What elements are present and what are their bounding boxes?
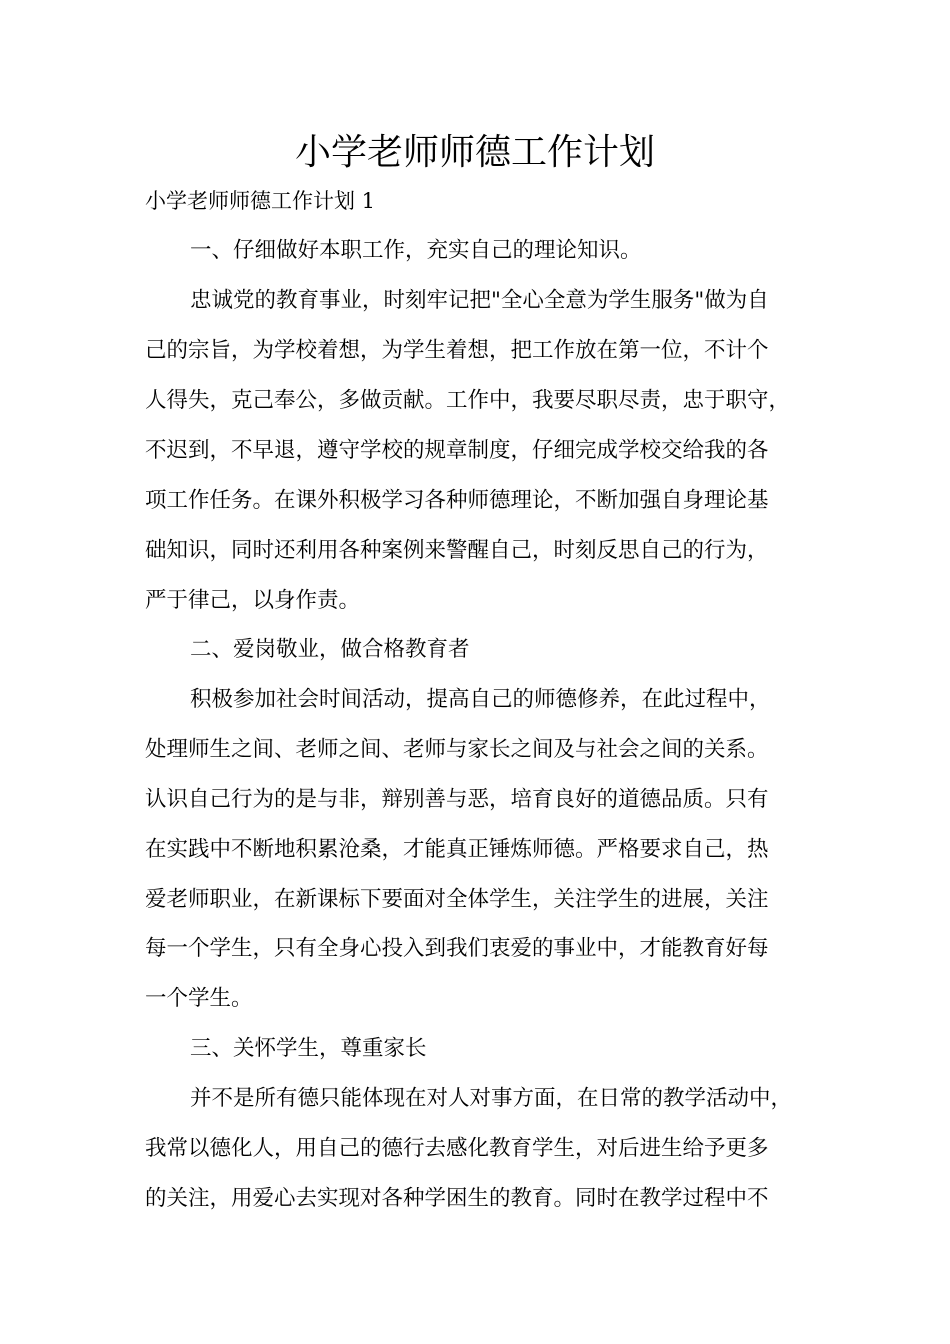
paragraph-1-line-1: 忠诚党的教育事业，时刻牢记把"全心全意为学生服务"做为自 [190,288,769,313]
paragraph-2-line-6: 每一个学生，只有全身心投入到我们衷爱的事业中，才能教育好每 [145,936,769,961]
document-title: 小学老师师德工作计划 [294,132,655,173]
paragraph-1-line-7: 严于律己，以身作责。 [145,588,361,613]
paragraph-2-line-2: 处理师生之间、老师之间、老师与家长之间及与社会之间的关系。 [145,737,769,762]
paragraph-1-line-2: 己的宗旨，为学校着想，为学生着想，把工作放在第一位，不计个 [145,338,769,363]
paragraph-2-line-3: 认识自己行为的是与非，辩别善与恶，培育良好的道德品质。只有 [145,787,769,812]
paragraph-2-line-7: 一个学生。 [145,986,253,1011]
paragraph-1-line-4: 不迟到，不早退，遵守学校的规章制度，仔细完成学校交给我的各 [145,438,769,463]
paragraph-2-line-4: 在实践中不断地积累沧桑，才能真正锤炼师德。严格要求自己，热 [145,837,769,862]
paragraph-2-line-1: 积极参加社会时间活动，提高自己的师德修养，在此过程中， [190,687,771,712]
paragraph-1-line-5: 项工作任务。在课外积极学习各种师德理论，不断加强自身理论基 [145,488,769,513]
heading-3: 三、关怀学生，尊重家长 [190,1036,427,1061]
heading-2: 二、爱岗敬业，做合格教育者 [190,637,470,662]
document-subtitle: 小学老师师德工作计划 1 [145,189,376,213]
paragraph-1-line-6: 础知识，同时还利用各种案例来警醒自己，时刻反思自己的行为， [145,538,769,563]
paragraph-1-line-3: 人得失，克己奉公，多做贡献。工作中，我要尽职尽责，忠于职守， [145,388,791,413]
heading-1: 一、仔细做好本职工作，充实自己的理论知识。 [190,238,642,263]
paragraph-2-line-5: 爱老师职业，在新课标下要面对全体学生，关注学生的进展，关注 [145,887,769,912]
paragraph-3-line-1: 并不是所有德只能体现在对人对事方面，在日常的教学活动中， [190,1086,793,1111]
paragraph-3-line-2: 我常以德化人，用自己的德行去感化教育学生，对后进生给予更多 [145,1136,769,1161]
paragraph-3-line-3: 的关注，用爱心去实现对各种学困生的教育。同时在教学过程中不 [145,1186,769,1211]
